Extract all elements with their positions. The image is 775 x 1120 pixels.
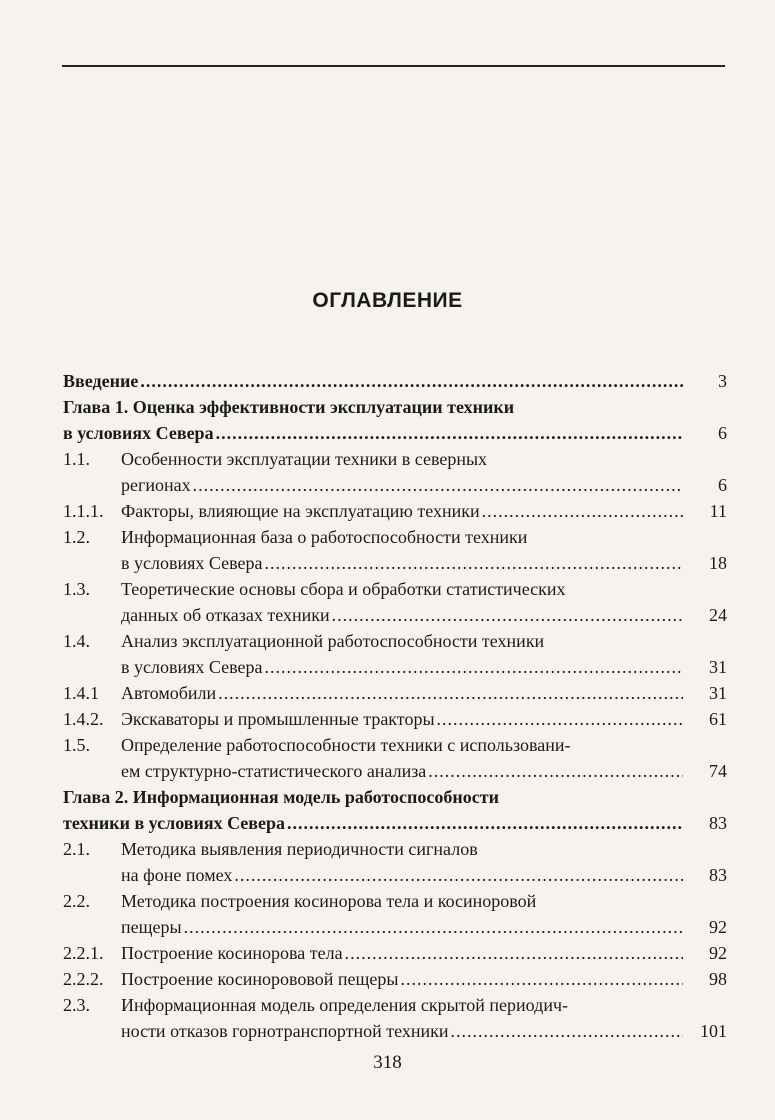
toc-page-number: 31 — [709, 683, 727, 703]
toc-line — [63, 1018, 727, 1044]
toc-entry-number: 1.3. — [63, 579, 90, 599]
toc-page-number: 83 — [709, 813, 727, 833]
dot-leader — [138, 368, 683, 394]
dot-leader — [216, 680, 683, 706]
toc-line — [63, 498, 727, 524]
page-number: 318 — [373, 1052, 402, 1073]
table-of-contents — [63, 368, 727, 1044]
toc-entry-number: 1.1. — [63, 449, 90, 469]
toc-line — [63, 472, 727, 498]
toc-line — [63, 940, 727, 966]
toc-line — [63, 732, 727, 758]
toc-entry-title[interactable]: Построение косинорововой пещеры — [121, 969, 399, 989]
toc-entry-number: 2.2. — [63, 891, 90, 911]
dot-leader — [398, 966, 683, 992]
dot-leader — [330, 602, 683, 628]
toc-entry-number: 1.2. — [63, 527, 90, 547]
dot-leader — [343, 940, 683, 966]
toc-entry-title[interactable]: в условиях Севера — [63, 423, 214, 443]
toc-line — [63, 758, 727, 784]
toc-entry-number: 2.3. — [63, 995, 90, 1015]
toc-entry-title[interactable]: данных об отказах техники — [121, 605, 330, 625]
toc-page-number: 101 — [700, 1021, 727, 1041]
toc-entry-title[interactable]: в условиях Севера — [121, 657, 263, 677]
dot-leader — [448, 1018, 683, 1044]
toc-entry-number: 2.2.2. — [63, 969, 104, 989]
toc-page-number: 24 — [709, 605, 727, 625]
toc-page-number: 74 — [709, 761, 727, 781]
toc-line — [63, 992, 727, 1018]
toc-line — [63, 576, 727, 602]
toc-entry-title[interactable]: Информационная база о работоспособности техники — [121, 527, 528, 547]
dot-leader — [214, 420, 683, 446]
toc-entry-number: 1.1.1. — [63, 501, 104, 521]
top-rule — [62, 65, 725, 67]
toc-entry-title[interactable]: Теоретические основы сбора и обработки статистических — [121, 579, 566, 599]
toc-entry-title[interactable]: Глава 1. Оценка эффективности эксплуатации техники — [63, 397, 515, 417]
toc-page-number: 3 — [718, 371, 727, 391]
dot-leader — [285, 810, 683, 836]
page-title: ОГЛАВЛЕНИЕ — [312, 289, 463, 312]
toc-entry-title[interactable]: в условиях Севера — [121, 553, 263, 573]
toc-page-number: 98 — [709, 969, 727, 989]
dot-leader — [262, 654, 683, 680]
toc-page-number: 83 — [709, 865, 727, 885]
toc-entry-title[interactable]: Автомобили — [121, 683, 217, 703]
toc-line — [63, 446, 727, 472]
toc-line — [63, 524, 727, 550]
toc-entry-title[interactable]: Глава 2. Информационная модель работоспособности — [63, 787, 499, 807]
toc-entry-title[interactable]: техники в условиях Севера — [63, 813, 286, 833]
toc-entry-title[interactable]: ности отказов горнотранспортной техники — [121, 1021, 449, 1041]
toc-page-number: 92 — [709, 917, 727, 937]
toc-line — [63, 706, 727, 732]
toc-line — [63, 784, 727, 810]
toc-line — [63, 966, 727, 992]
toc-line — [63, 914, 727, 940]
toc-line — [63, 602, 727, 628]
toc-page-number: 18 — [709, 553, 727, 573]
toc-entry-title[interactable]: Особенности эксплуатации техники в северных — [121, 449, 488, 469]
dot-leader — [232, 862, 683, 888]
toc-line — [63, 862, 727, 888]
dot-leader — [426, 758, 683, 784]
toc-entry-number: 1.4.2. — [63, 709, 104, 729]
toc-line — [63, 810, 727, 836]
toc-entry-number: 1.4. — [63, 631, 90, 651]
toc-entry-number: 1.4.1 — [63, 683, 99, 703]
toc-entry-title[interactable]: Методика выявления периодичности сигналов — [121, 839, 478, 859]
dot-leader — [182, 914, 683, 940]
toc-entry-number: 2.2.1. — [63, 943, 104, 963]
toc-entry-title[interactable]: Анализ эксплуатационной работоспособности техники — [121, 631, 545, 651]
toc-line — [63, 888, 727, 914]
toc-entry-number: 1.5. — [63, 735, 90, 755]
toc-line — [63, 420, 727, 446]
toc-line — [63, 654, 727, 680]
toc-page-number: 92 — [709, 943, 727, 963]
toc-page-number: 31 — [709, 657, 727, 677]
toc-entry-title[interactable]: Информационная модель определения скрытой периодич- — [121, 995, 569, 1015]
toc-line — [63, 836, 727, 862]
toc-entry-title[interactable]: Экскаваторы и промышленные тракторы — [121, 709, 435, 729]
dot-leader — [262, 550, 683, 576]
toc-entry-number: 2.1. — [63, 839, 90, 859]
toc-line — [63, 550, 727, 576]
toc-entry-title[interactable]: регионах — [121, 475, 191, 495]
toc-entry-title[interactable]: Определение работоспособности техники с использовани- — [121, 735, 571, 755]
toc-entry-title[interactable]: Факторы, влияющие на эксплуатацию техники — [121, 501, 480, 521]
toc-page-number: 6 — [718, 475, 727, 495]
toc-entry-title[interactable]: пещеры — [121, 917, 182, 937]
toc-entry-title[interactable]: Введение — [63, 371, 139, 391]
toc-entry-title[interactable]: Методика построения косинорова тела и косиноровой — [121, 891, 537, 911]
toc-page-number: 6 — [718, 423, 727, 443]
toc-line — [63, 628, 727, 654]
toc-entry-title[interactable]: на фоне помех — [121, 865, 233, 885]
dot-leader — [480, 498, 683, 524]
dot-leader — [191, 472, 683, 498]
toc-entry-title[interactable]: ем структурно-статистического анализа — [121, 761, 427, 781]
toc-line — [63, 368, 727, 394]
dot-leader — [435, 706, 683, 732]
toc-line — [63, 680, 727, 706]
toc-line — [63, 394, 727, 420]
toc-entry-title[interactable]: Построение косинорова тела — [121, 943, 343, 963]
toc-page-number: 11 — [709, 501, 727, 521]
toc-page-number: 61 — [709, 709, 727, 729]
